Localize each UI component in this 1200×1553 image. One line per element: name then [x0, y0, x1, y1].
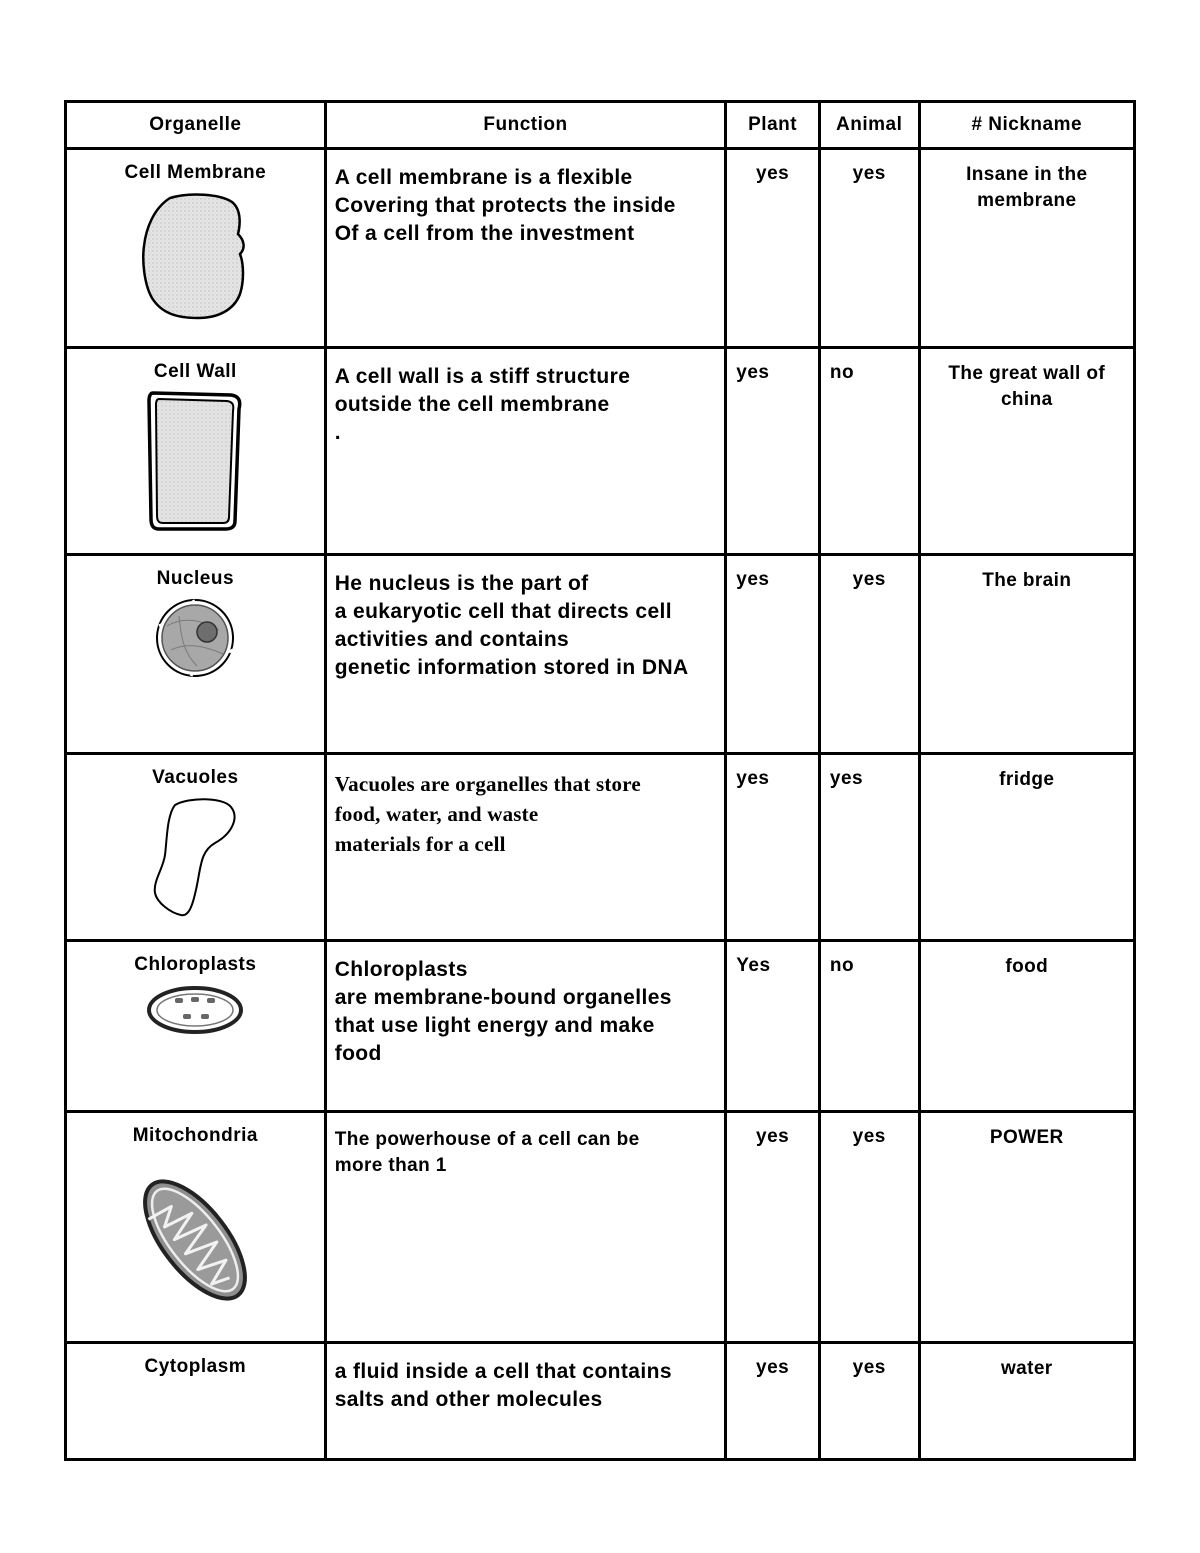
animal-value: yes — [852, 569, 886, 590]
plant-cell — [726, 1112, 820, 1343]
plant-value: yes — [756, 1126, 790, 1147]
nickname-value: food — [1005, 956, 1049, 977]
nickname-cell — [919, 1112, 1134, 1343]
cell-wall-icon — [145, 389, 245, 531]
nickname-cell — [919, 149, 1134, 348]
nickname-cell — [919, 348, 1134, 555]
header-animal: Animal — [819, 102, 919, 149]
function-cell — [325, 149, 726, 348]
nickname-value: The brain — [982, 570, 1072, 591]
organelle-cell — [66, 555, 326, 754]
animal-cell — [819, 348, 919, 555]
function-text: Vacuoles are organelles that store food, water, and waste materials for a cell — [334, 772, 641, 856]
organelle-name: Cell Membrane — [124, 162, 267, 183]
table-row — [66, 555, 1135, 754]
function-text: He nucleus is the part of a eukaryotic cell that directs cell activities and contains genetic information stored in DNA — [334, 572, 689, 679]
nickname-value: Insane in the membrane — [966, 164, 1088, 211]
table-row — [66, 348, 1135, 555]
header-row — [66, 102, 1135, 149]
organelle-cell — [66, 941, 326, 1112]
table-row — [66, 149, 1135, 348]
nucleus-icon — [153, 596, 237, 680]
header-plant: Plant — [726, 102, 820, 149]
function-text: Chloroplasts are membrane-bound organelles that use light energy and make food — [334, 958, 672, 1065]
plant-value: yes — [756, 163, 790, 184]
animal-cell — [819, 149, 919, 348]
function-cell — [325, 1112, 726, 1343]
header-nickname: # Nickname — [919, 102, 1134, 149]
organelle-name: Vacuoles — [152, 767, 239, 788]
organelle-name: Chloroplasts — [134, 954, 257, 975]
header-function: Function — [325, 102, 726, 149]
plant-cell — [726, 149, 820, 348]
organelle-name: Nucleus — [156, 568, 235, 589]
animal-value: no — [829, 362, 855, 383]
animal-value: yes — [852, 1126, 886, 1147]
function-cell — [325, 555, 726, 754]
function-cell — [325, 1343, 726, 1460]
plant-cell — [726, 754, 820, 941]
table-row — [66, 941, 1135, 1112]
header-organelle: Organelle — [66, 102, 326, 149]
animal-value: yes — [852, 1357, 886, 1378]
chloroplast-icon — [145, 982, 245, 1038]
nickname-value: fridge — [999, 769, 1055, 790]
table-row — [66, 1343, 1135, 1460]
organelle-name: Mitochondria — [132, 1125, 258, 1146]
function-text: A cell membrane is a flexible Covering that protects the inside Of a cell from the investment — [334, 166, 676, 245]
organelle-name: Cytoplasm — [144, 1356, 247, 1377]
organelle-cell — [66, 348, 326, 555]
plant-value: yes — [736, 569, 770, 590]
plant-value: yes — [756, 1357, 790, 1378]
animal-value: yes — [829, 768, 864, 789]
organelle-cell — [66, 1343, 326, 1460]
nickname-value: water — [1000, 1358, 1053, 1379]
nickname-cell — [919, 941, 1134, 1112]
plant-cell — [726, 555, 820, 754]
plant-value: yes — [736, 362, 770, 383]
organelle-cell — [66, 754, 326, 941]
cell-membrane-icon — [140, 190, 250, 322]
function-cell — [325, 348, 726, 555]
animal-value: yes — [852, 163, 886, 184]
plant-value: yes — [736, 768, 770, 789]
function-text: The powerhouse of a cell can be more than 1 — [334, 1129, 640, 1176]
plant-cell — [726, 348, 820, 555]
nickname-cell — [919, 1343, 1134, 1460]
function-cell — [325, 941, 726, 1112]
organelle-cell — [66, 149, 326, 348]
function-text: A cell wall is a stiff structure outside the cell membrane . — [334, 365, 631, 444]
animal-cell — [819, 555, 919, 754]
table-row — [66, 1112, 1135, 1343]
animal-cell — [819, 1112, 919, 1343]
organelle-name: Cell Wall — [153, 361, 237, 382]
nickname-value: The great wall of china — [948, 363, 1106, 410]
function-text: a fluid inside a cell that contains salts and other molecules — [334, 1360, 672, 1411]
mitochondria-icon — [137, 1165, 253, 1315]
animal-cell — [819, 754, 919, 941]
organelle-cell — [66, 1112, 326, 1343]
nickname-value: POWER — [989, 1127, 1064, 1148]
animal-value: no — [829, 955, 855, 976]
plant-cell — [726, 1343, 820, 1460]
nickname-cell — [919, 555, 1134, 754]
function-cell — [325, 754, 726, 941]
animal-cell — [819, 1343, 919, 1460]
plant-cell — [726, 941, 820, 1112]
organelle-table — [64, 100, 1136, 1461]
animal-cell — [819, 941, 919, 1112]
vacuole-icon — [145, 795, 245, 919]
plant-value: Yes — [736, 955, 771, 976]
table-row — [66, 754, 1135, 941]
nickname-cell — [919, 754, 1134, 941]
